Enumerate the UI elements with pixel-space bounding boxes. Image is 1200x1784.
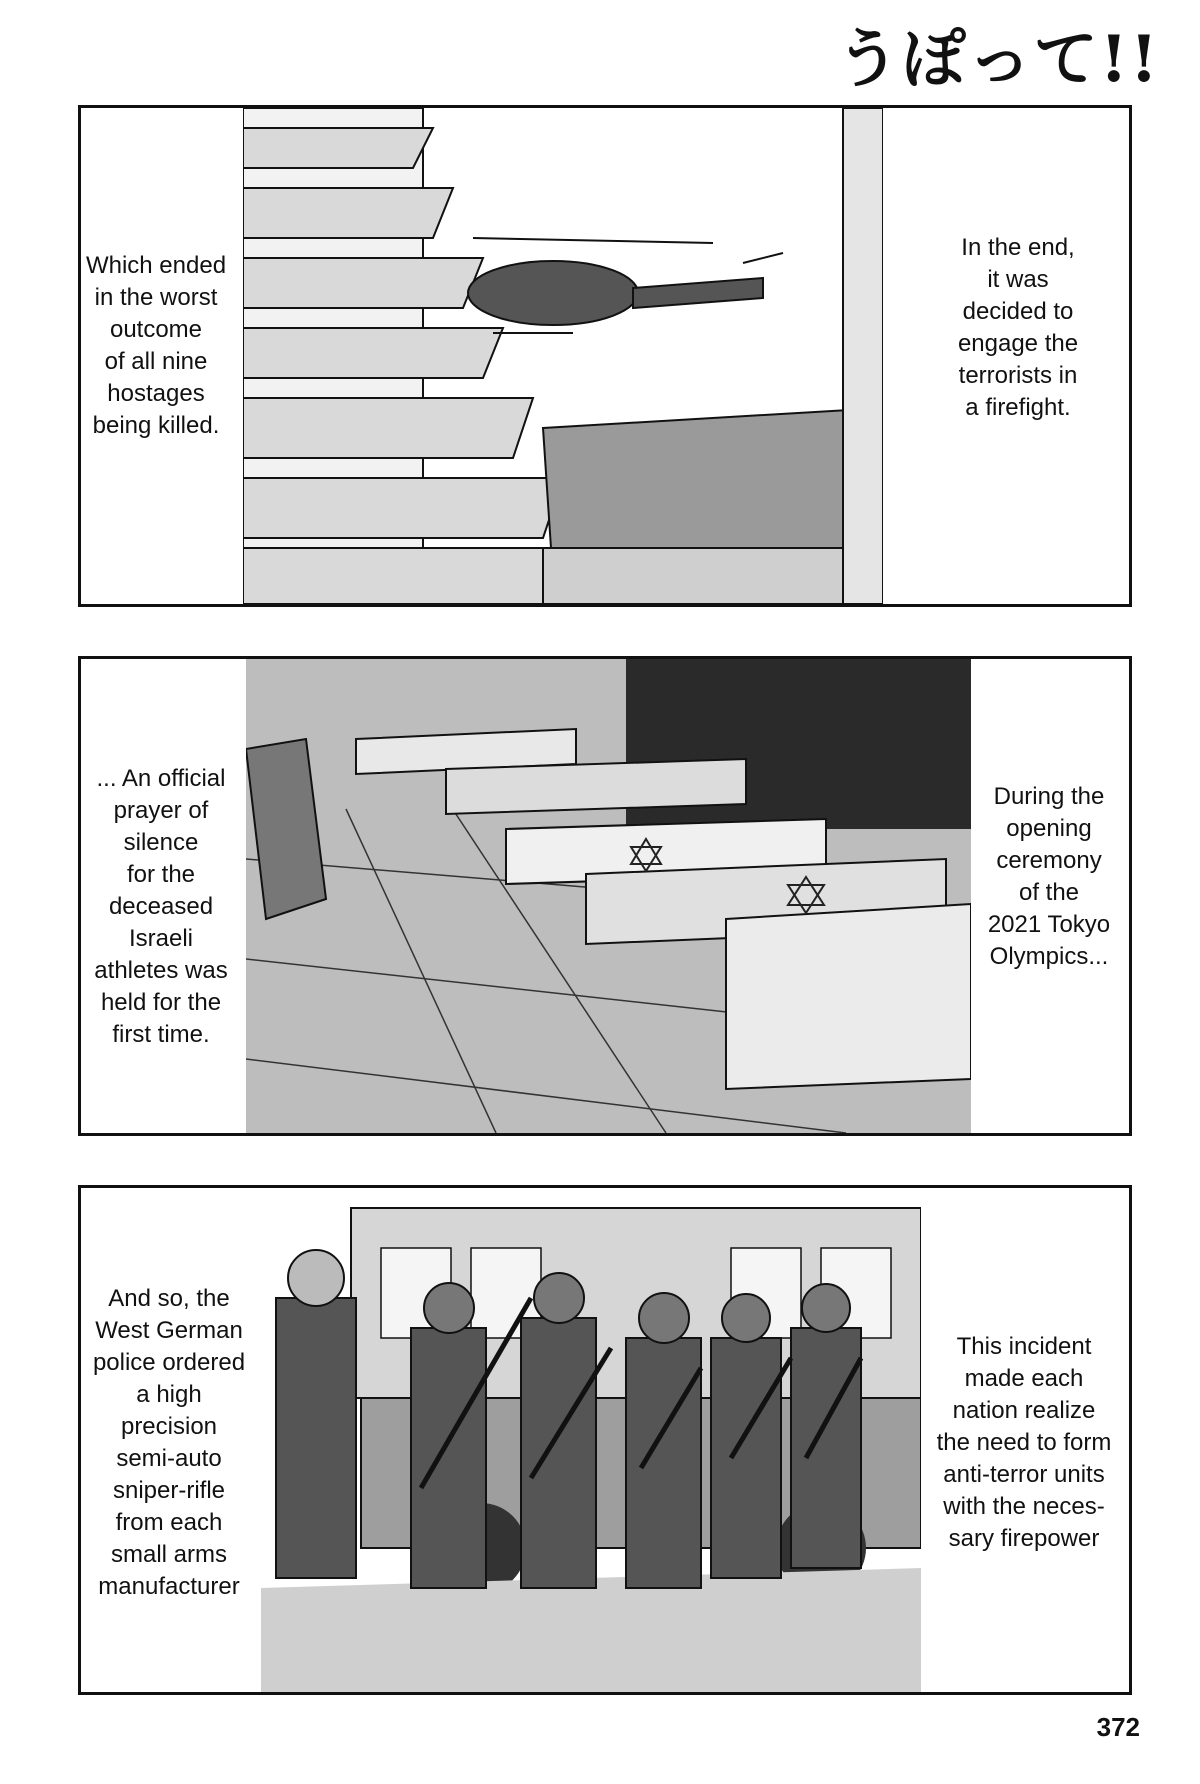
- panel-2-right-caption: During the opening ceremony of the 2021 Tokyo Olympics...: [987, 783, 1111, 970]
- series-title: うぽって!!: [835, 22, 1160, 97]
- police-illustration: [261, 1188, 921, 1692]
- panel-3-right-caption: This incident made each nation realize the need to form anti-terror units with the neces- sary firepower: [936, 1333, 1112, 1552]
- coffins-illustration: [246, 659, 971, 1133]
- panel-1-right-caption: In the end, it was decided to engage the terrorists in a firefight.: [957, 234, 1079, 421]
- panel-3-left-caption: And so, the West German police ordered a high precision semi-auto sniper-rifle from each small arms manufacturer: [92, 1285, 246, 1600]
- manga-panel-1: [78, 105, 1132, 607]
- helicopter-illustration: [243, 108, 883, 604]
- panel-2-left-caption: ... An official prayer of silence for the deceased Israeli athletes was held for the first time.: [94, 765, 228, 1048]
- page-number: 372: [1096, 1712, 1140, 1742]
- manga-panel-2: [78, 656, 1132, 1136]
- manga-panel-3: [78, 1185, 1132, 1695]
- panel-1-left-caption: Which ended in the worst outcome of all nine hostages being killed.: [85, 252, 227, 439]
